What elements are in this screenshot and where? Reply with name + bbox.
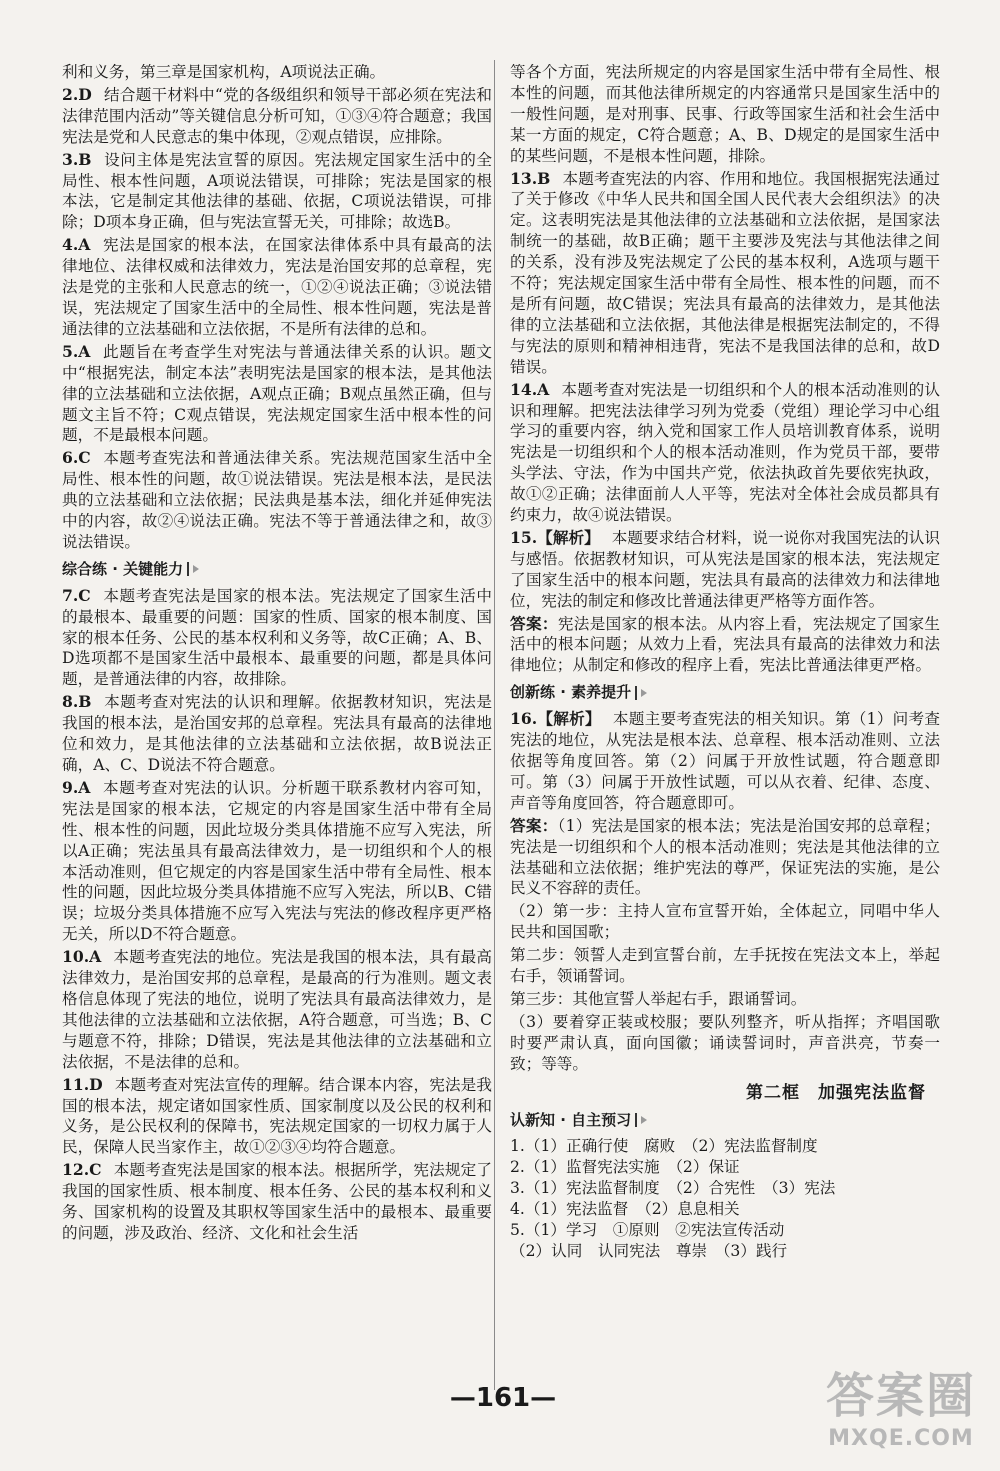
answer-item	[510, 709, 940, 814]
item-number: 6.	[62, 448, 79, 468]
item-explanation: 本题考查宪法和普通法律关系。宪法规范国家生活中全局性、根本性的问题，故①说法错误。宪法是根本法，是民法典的立法基础和立法依据；民法典是基本法，细化并延伸宪法中的内容，故②④说法正确。宪法不等于普通法律之和，故③说法错误。	[62, 449, 492, 551]
item-number: 13.	[510, 168, 538, 188]
item-explanation: 本题考查对宪法的认识。分析题干联系教材内容可知，宪法是国家的根本法，它规定的内容是国家生活中带有全局性、根本性的问题，因此垃圾分类具体措施不应写入宪法，所以A正确；宪法虽具有最高法律效力，是一切组织和个人的根本活动准则，但它规定的内容是国家生活中带有全局性、根本性的问题，因此垃圾分类具体措施不应写入宪法，所以B、C错误；垃圾分类具体措施不应写入宪法与宪法的修改程序更严格无关，所以D不符合题意。	[62, 778, 492, 944]
item-number: 5.	[62, 341, 79, 361]
item-answer: A	[78, 777, 91, 797]
section-heading	[510, 1110, 940, 1131]
item-explanation: 本题要求结合材料，说一说你对我国宪法的认识与感悟。依据教材知识，可从宪法是国家的根本法，宪法规定了国家生活中的根本问题，宪法具有最高的法律效力和法律地位，宪法的制定和修改比普通法律更严格等方面作答。	[510, 528, 940, 610]
answer-label: 答案：	[510, 815, 558, 835]
item-answer: A	[89, 947, 102, 967]
item-answer: B	[537, 168, 551, 188]
item-number: 12.	[62, 1160, 90, 1180]
answer-item	[62, 150, 492, 234]
item-explanation: 本题考查宪法是国家的根本法。根据所学，宪法规定了我国的国家性质、根本制度、根本任务、公民的基本权利和义务、国家机构的设置及其职权等国家生活中的最根本、最重要的问题，涉及政治、经济、文化和社会生活	[62, 1161, 492, 1242]
item-answer: A	[78, 341, 91, 361]
item-explanation: 本题考查宪法的内容、作用和地位。我国根据宪法通过了关于修改《中华人民共和国全国人民代表大会组织法》的决定。这表明宪法是其他法律的立法基础和立法依据，是国家法制统一的基础，故B正确；题干主要涉及宪法与其他法律之间的关系，没有涉及宪法规定了公民的基本权利，A选项与题干不符；宪法规定国家生活中带有全局性、根本性的问题，而不是所有问题，故C错误；宪法具有最高的法律效力，是其他法律的立法基础和立法依据，其他法律是根据宪法制定的，不得与宪法的原则和精神相违背，宪法不是我国法律的总和，故D错误。	[510, 169, 940, 376]
item-explanation: 设问主体是宪法宣誓的原因。宪法规定国家生活中的全局性、根本性问题，A项说法错误，可排除；宪法是国家的根本法，它是制定其他法律的基础、依据，C项说法错误，可排除；D项本身正确，但与宪法宣誓无关，可排除；故选B。	[62, 150, 492, 232]
item-answer: D	[78, 84, 92, 104]
item-explanation: 此题旨在考查学生对宪法与普通法律关系的认识。题文中“根据宪法，制定本法”表明宪法是国家的根本法，是其他法律的立法基础和立法依据，A观点正确；B观点虽然正确，但与题文主旨不符；C观点错误，宪法规定国家生活中根本性的问题，不是最根本问题。	[62, 342, 492, 445]
item-number: 9.	[62, 777, 79, 797]
watermark-url: MXQE.COM	[828, 1426, 974, 1451]
item-answer: C	[78, 448, 91, 468]
item-number: 3.	[62, 149, 79, 169]
section-bar-icon	[187, 562, 189, 576]
watermark-logo	[826, 1357, 976, 1451]
answer-item	[62, 692, 492, 776]
answer-paragraph	[510, 614, 940, 677]
item-number: 15.	[510, 527, 538, 547]
item-answer: D	[89, 1074, 103, 1094]
item-number: 4.	[62, 235, 79, 255]
preview-answer-line: 2.（1）监督宪法实施 （2）保证	[510, 1158, 740, 1177]
item-number: 7.	[62, 585, 79, 605]
answer-item	[62, 85, 492, 148]
answer-paragraph	[510, 816, 940, 900]
item-explanation: 本题主要考查宪法的相关知识。第（1）问考查宪法的地位，从宪法是根本法、总章程、根本活动准则、立法依据等角度回答。第（2）问属于开放性试题，符合题意即可。第（3）问属于开放性试题，可以从衣着、纪律、态度、声音等角度回答，符合题意即可。	[510, 710, 940, 812]
preview-answer-line: 4.（1）宪法监督 （2）息息相关	[510, 1200, 740, 1219]
paragraph: 第二步：领誓人走到宣誓台前，左手抚按在宪法文本上，举起右手，领诵誓词。	[510, 946, 940, 986]
paragraph: 第三步：其他宣誓人举起右手，跟诵誓词。	[510, 989, 807, 1008]
item-answer: C	[89, 1160, 102, 1180]
item-number: 14.	[510, 379, 538, 399]
answer-item	[510, 528, 940, 612]
paragraph: 利和义务，第三章是国家机构，A项说法正确。	[62, 63, 386, 81]
paragraph: （2）第一步：主持人宣布宣誓开始，全体起立，同唱中华人民共和国国歌；	[510, 902, 940, 942]
item-explanation: 本题考查宪法是国家的根本法。宪法规定了国家生活中的最根本、最重要的问题：国家的性质、国家的根本制度、国家的根本任务、公民的基本权利和义务等，故C正确；A、B、D选项都不是国家生活中最根本、最重要的问题，都是具体问题，是普通法律的内容，故排除。	[62, 586, 492, 689]
answer-item	[62, 947, 492, 1072]
answer-item	[62, 1075, 492, 1159]
answer-item	[62, 448, 492, 553]
item-answer: B	[78, 692, 92, 712]
preview-answer-line: （2）认同 认同宪法 尊崇 （3）践行	[510, 1241, 788, 1260]
preview-answer-line: 5.（1）学习 ①原则 ②宪法宣传活动	[510, 1221, 785, 1240]
section-heading	[62, 559, 492, 580]
column-divider	[494, 60, 495, 1390]
answer-item	[510, 169, 940, 378]
answer-item	[510, 380, 940, 526]
left-column	[62, 62, 492, 1246]
item-number: 16.	[510, 709, 538, 729]
item-answer: B	[78, 149, 92, 169]
section-arrow-icon	[641, 689, 647, 697]
item-number: 10.	[62, 947, 90, 967]
item-explanation: 本题考查宪法的地位。宪法是我国的根本法，具有最高法律效力，是治国安邦的总章程，是最高的行为准则。题文表格信息体现了宪法的地位，说明了宪法具有最高法律效力，是其他法律的立法基础和立法依据，A符合题意，可当选；B、C与题意不符，排除；D错误，宪法是其他法律的立法基础和立法依据，不是法律的总和。	[62, 948, 492, 1071]
section-arrow-icon	[193, 565, 199, 573]
answer-item	[62, 586, 492, 691]
answer-item	[62, 778, 492, 945]
item-explanation: 本题考查对宪法是一切组织和个人的根本活动准则的认识和理解。把宪法法律学习列为党委（党组）理论学习中心组学习的重要内容，纳入党和国家工作人员培训教育体系，说明宪法是一切组织和个人的根本活动准则，作为党员干部，要带头学法、守法，作为中国共产党，依法执政首先要依宪执政，故①②正确；法律面前人人平等，宪法对全体社会成员都具有约束力，故④说法错误。	[510, 380, 940, 525]
item-number: 8.	[62, 692, 79, 712]
section-heading-text: 认新知 · 自主预习	[510, 1110, 632, 1129]
item-explanation: 本题考查对宪法宣传的理解。结合课本内容，宪法是我国的根本法，规定诸如国家性质、国家制度以及公民的权利和义务，是公民权利的保障书，宪法规定国家的一切权力属于人民，保障人民当家作主，故①②③④均符合题意。	[62, 1075, 492, 1157]
section-bar-icon	[635, 686, 637, 700]
item-number: 11.	[62, 1074, 90, 1094]
item-explanation: 结合题干材料中“党的各级组织和领导干部必须在宪法和法律范围内活动”等关键信息分析可知，①③④符合题意；我国宪法是党和人民意志的集中体现，②观点错误，应排除。	[62, 85, 492, 146]
answer-label: 答案：	[510, 613, 558, 633]
preview-answer-line: 3.（1）宪法监督制度 （2）合宪性 （3）宪法	[510, 1179, 836, 1198]
item-answer: A	[537, 379, 550, 399]
answer-item	[62, 1160, 492, 1244]
section-bar-icon	[635, 1113, 637, 1127]
item-explanation: 本题考查对宪法的认识和理解。依据教材知识，宪法是我国的根本法，是治国安邦的总章程。宪法具有最高的法律地位和效力，是其他法律的立法基础和立法依据，故B说法正确，A、C、D说法不符合题意。	[62, 693, 492, 774]
page-number: —161—	[449, 1383, 557, 1413]
preview-answer-line: 1.（1）正确行使 腐败 （2）宪法监督制度	[510, 1137, 818, 1156]
section-arrow-icon	[641, 1116, 647, 1124]
section-heading-text: 创新练 · 素养提升	[510, 683, 632, 702]
paragraph: 等各个方面，宪法所规定的内容是国家生活中带有全局性、根本性的问题，而其他法律所规定的内容通常只是国家生活中的一般性问题，是对刑事、民事、行政等国家生活和社会生活中某一方面的规定，C符合题意；A、B、D规定的是国家生活中的某些问题，不是根本性问题，排除。	[510, 63, 940, 165]
item-explanation: 宪法是国家的根本法，在国家法律体系中具有最高的法律地位、法律权威和法律效力，宪法是治国安邦的总章程，宪法是党的主张和人民意志的统一，①②④说法正确；③说法错误，宪法规定了国家生活中的全局性、根本性问题，宪法是普通法律的立法基础和立法依据，不是所有法律的总和。	[62, 236, 492, 338]
item-answer: A	[78, 235, 91, 255]
answer-text: 宪法是国家的根本法。从内容上看，宪法规定了国家生活中的根本问题；从效力上看，宪法具有最高的法律效力和法律地位；从制定和修改的程序上看，宪法比普通法律更严格。	[510, 614, 940, 675]
item-answer: C	[78, 585, 91, 605]
watermark-logo-text: 答案圈	[825, 1368, 976, 1424]
answer-item	[62, 342, 492, 447]
answer-text: （1）宪法是国家的根本法；宪法是治国安邦的总章程；宪法是一切组织和个人的根本活动准则；宪法是其他法律的立法基础和立法依据；维护宪法的尊严，保证宪法的实施，是公民义不容辞的责任。	[510, 816, 940, 898]
section-heading	[510, 682, 940, 703]
item-answer: 【解析】	[537, 527, 600, 547]
section-heading-text: 综合练 · 关键能力	[62, 559, 184, 578]
lesson-subtitle: 第二框 加强宪法监督	[746, 1082, 926, 1103]
item-answer: 【解析】	[537, 709, 601, 729]
paragraph: （3）要着穿正装或校服；要队列整齐，听从指挥；齐唱国歌时要严肃认真，面向国徽；诵读誓词时，声音洪亮，节奏一致；等等。	[510, 1012, 940, 1073]
item-number: 2.	[62, 84, 79, 104]
right-column	[510, 62, 940, 1262]
answer-item	[62, 235, 492, 340]
